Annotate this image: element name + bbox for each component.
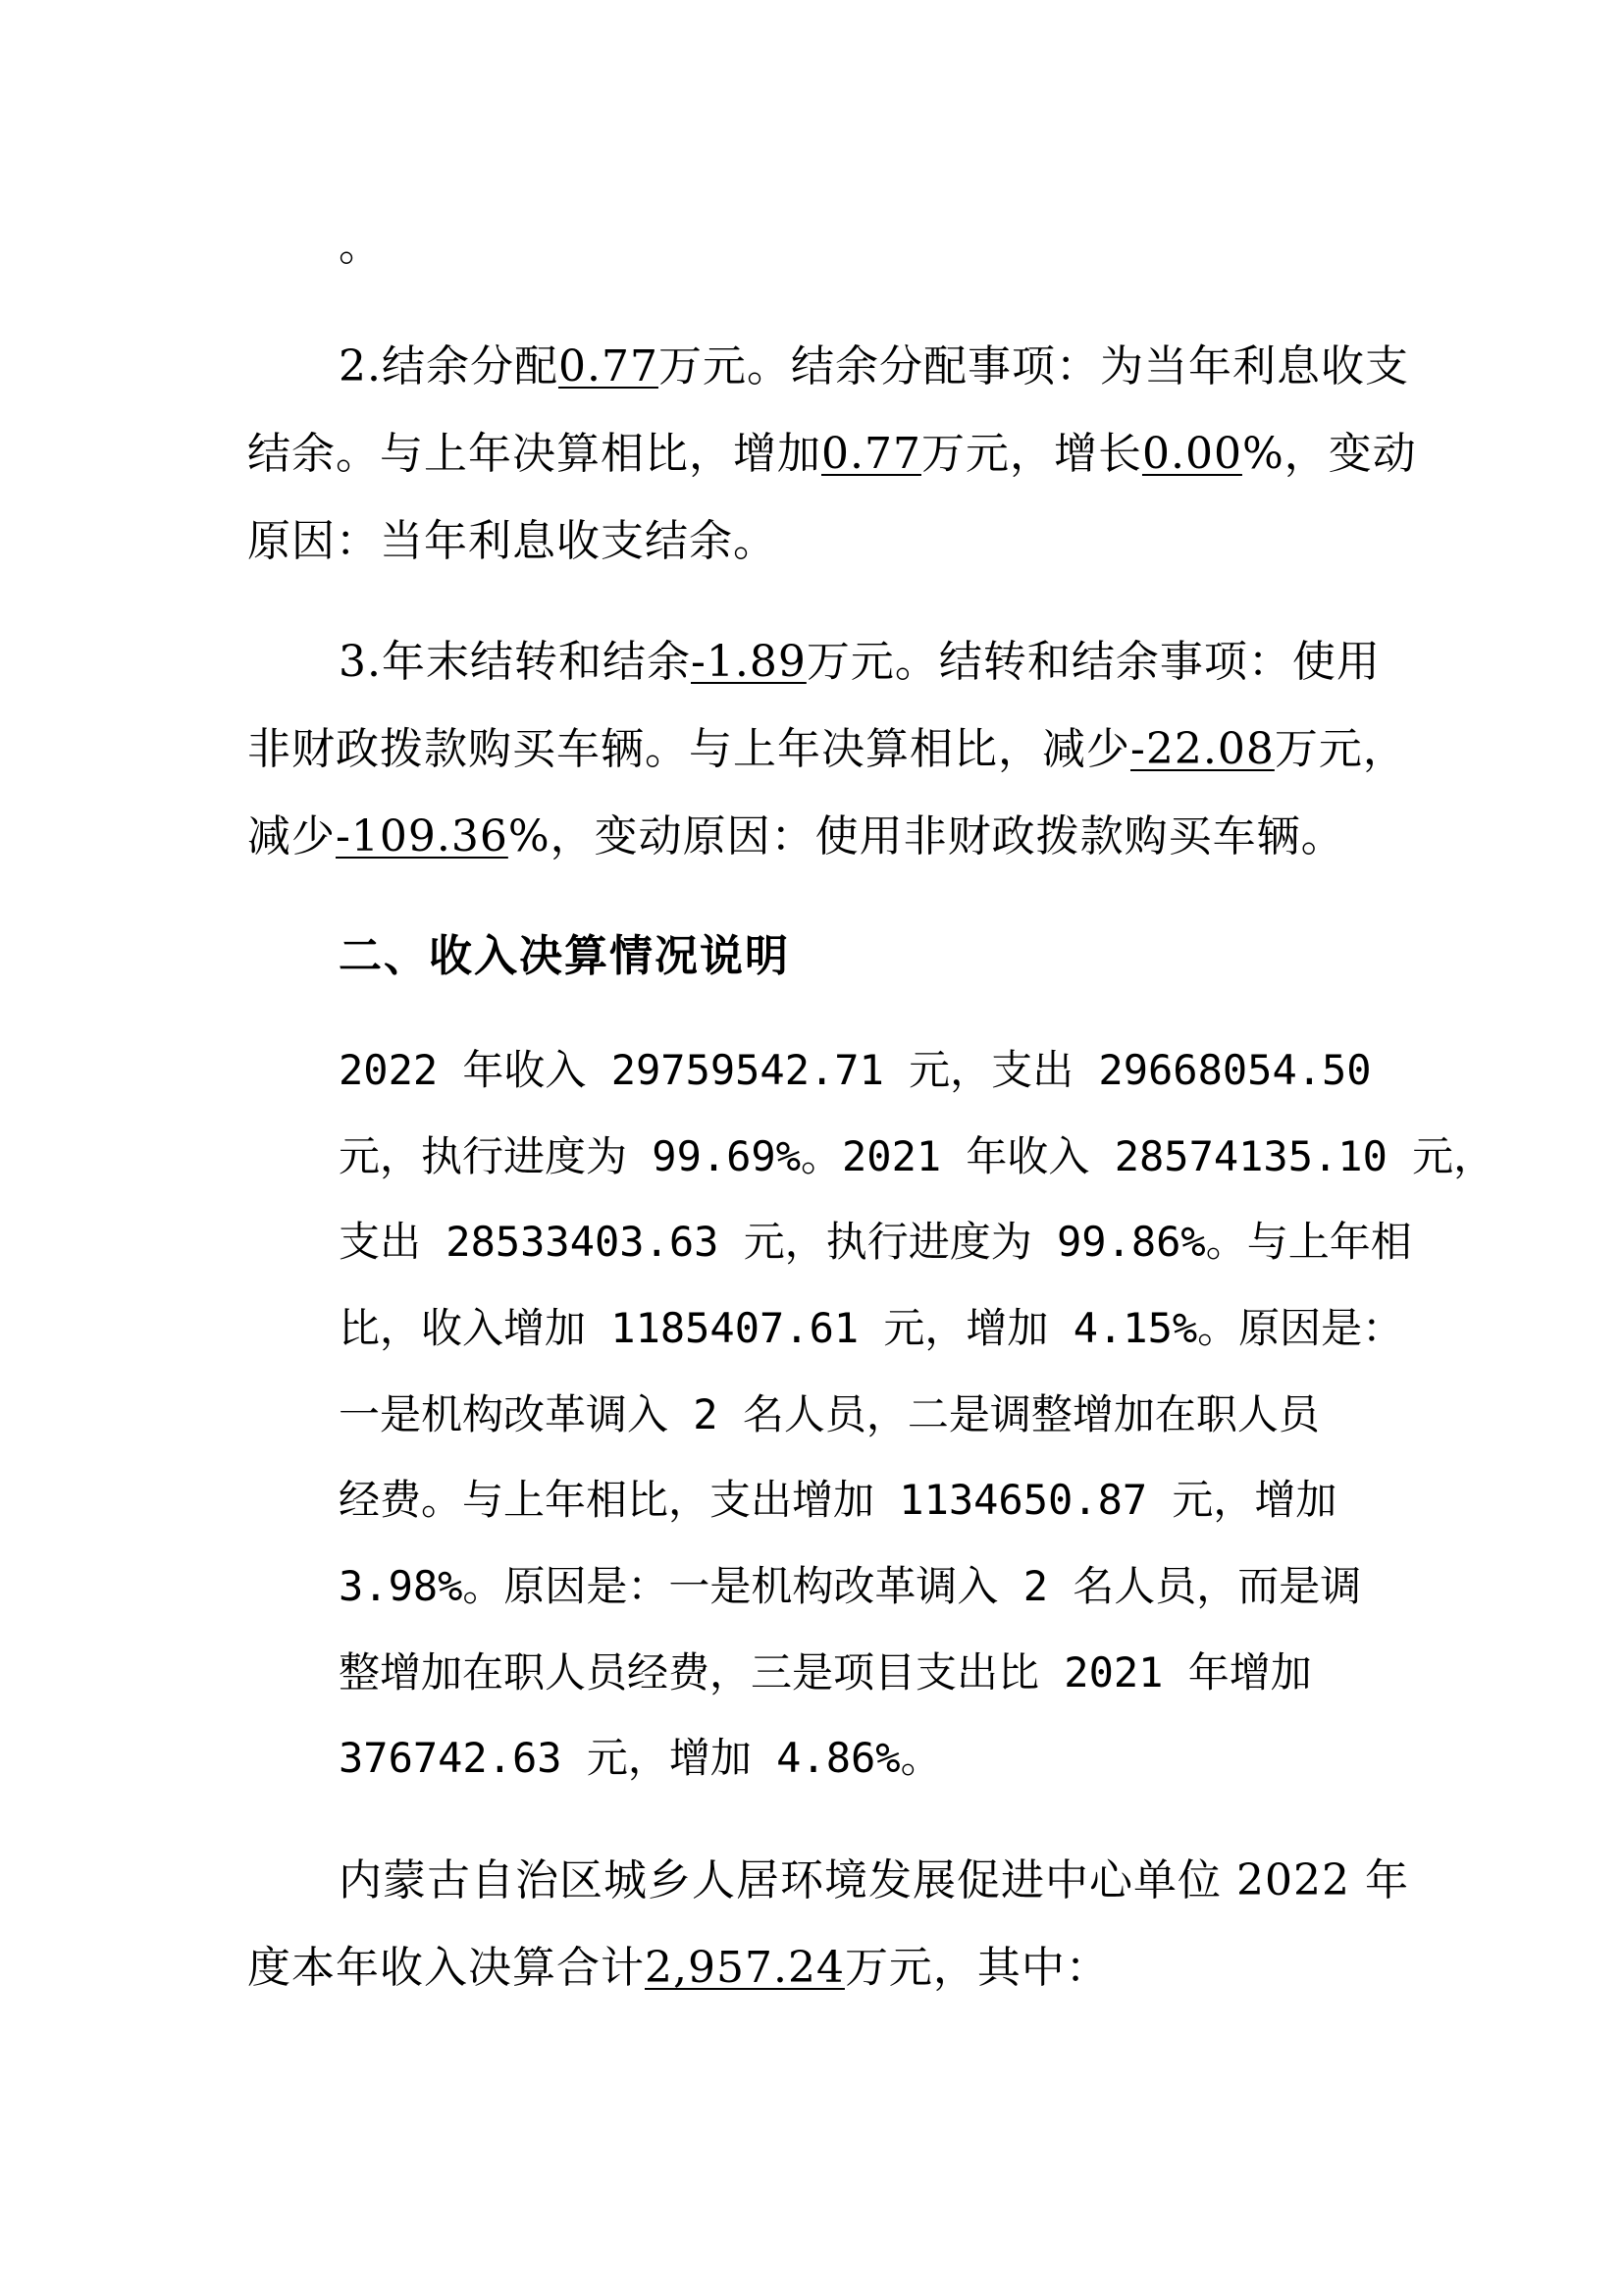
para-3-line-2-suffix: 万元， — [1274, 724, 1407, 774]
para-3-line-1-prefix: 3.年末结转和结余 — [339, 637, 691, 687]
top-fragment: 。 — [339, 221, 383, 271]
para-2-line-2-prefix: 结余。与上年决算相比，增加 — [247, 429, 821, 479]
carryover-decrease-value: -22.08 — [1130, 724, 1275, 774]
para-3-line-2 — [247, 721, 1407, 778]
para-2-line-2-mid: 万元，增长 — [920, 429, 1142, 479]
final-para-line-2 — [247, 1940, 1110, 1997]
remainder-distribution-value: 0.77 — [557, 341, 658, 391]
total-income-value: 2,957.24 — [645, 1943, 845, 1993]
para-3-line-3 — [247, 809, 1345, 865]
mono-line-5: 一是机构改革调入 2 名人员，二是调整增加在职人员 — [339, 1390, 1320, 1438]
mono-line-1: 2022 年收入 29759542.71 元，支出 29668054.50 — [339, 1046, 1372, 1094]
para-3-line-1 — [339, 634, 1381, 691]
para-2-line-2-suffix: %，变动 — [1241, 429, 1417, 479]
para-3-line-2-prefix: 非财政拨款购买车辆。与上年决算相比，减少 — [247, 724, 1130, 774]
mono-line-8: 整增加在职人员经费，三是项目支出比 2021 年增加 — [339, 1648, 1312, 1696]
remainder-growth-pct: 0.00 — [1141, 429, 1242, 479]
mono-line-9: 376742.63 元，增加 4.86%。 — [339, 1734, 942, 1782]
mono-line-7: 3.98%。原因是：一是机构改革调入 2 名人员，而是调 — [339, 1562, 1362, 1610]
section-heading: 二、收入决算情况说明 — [339, 931, 790, 981]
carryover-decrease-pct: -109.36 — [336, 811, 508, 861]
para-3-line-3-suffix: %，变动原因：使用非财政拨款购买车辆。 — [507, 811, 1345, 861]
para-3-line-1-suffix: 万元。结转和结余事项：使用 — [806, 637, 1381, 687]
final-para-line-2-suffix: 万元，其中： — [844, 1943, 1110, 1993]
final-para-line-1: 内蒙古自治区城乡人居环境发展促进中心单位 2022 年 — [339, 1855, 1409, 1905]
mono-line-2: 元，执行进度为 99.69%。2021 年收入 28574135.10 元， — [339, 1132, 1495, 1180]
final-para-line-2-prefix: 度本年收入决算合计 — [247, 1943, 645, 1993]
para-2-line-2 — [247, 426, 1417, 483]
para-2-line-1-prefix: 2.结余分配 — [339, 341, 558, 391]
para-2-line-1 — [339, 339, 1409, 395]
para-2-line-1-suffix: 万元。结余分配事项：为当年利息收支 — [657, 341, 1409, 391]
remainder-increase-value: 0.77 — [821, 429, 921, 479]
mono-line-3: 支出 28533403.63 元，执行进度为 99.86%。与上年相 — [339, 1218, 1412, 1266]
mono-line-4: 比，收入增加 1185407.61 元，增加 4.15%。原因是： — [339, 1304, 1404, 1352]
para-2-line-3: 原因：当年利息收支结余。 — [247, 516, 777, 566]
year-end-carryover-value: -1.89 — [690, 637, 807, 687]
para-3-line-3-prefix: 减少 — [247, 811, 336, 861]
mono-line-6: 经费。与上年相比，支出增加 1134650.87 元，增加 — [339, 1476, 1337, 1524]
